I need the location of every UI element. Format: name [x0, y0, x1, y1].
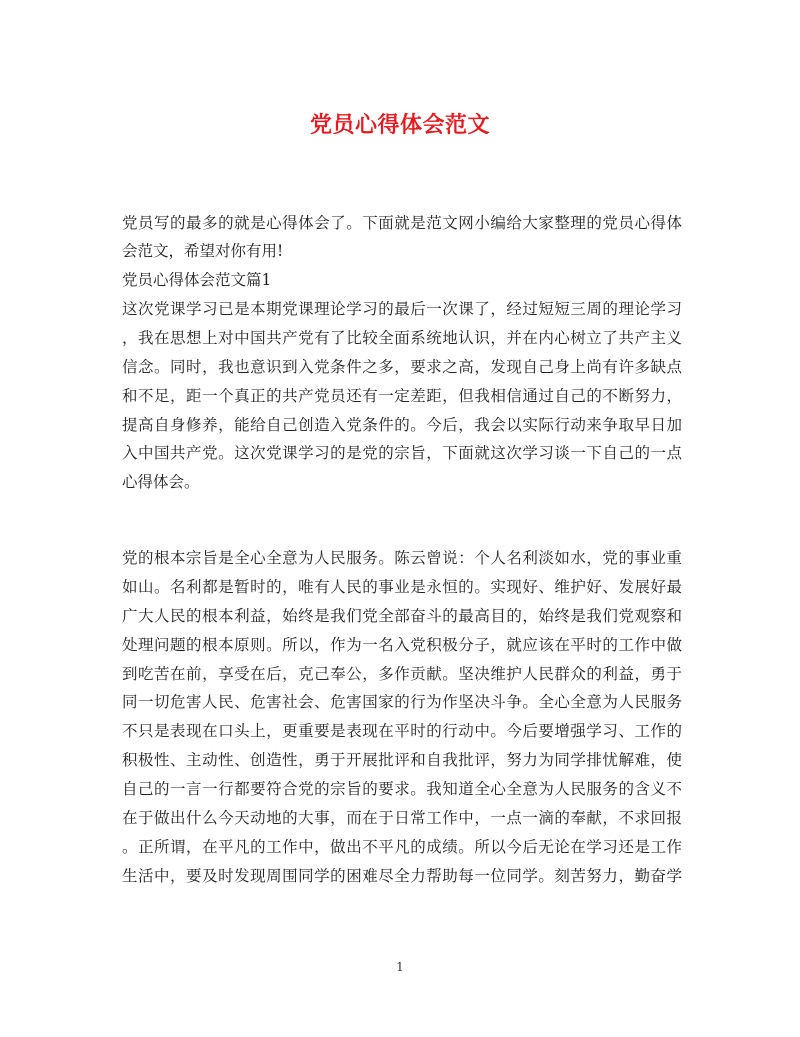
paragraph-line: 广大人民的根本利益，始终是我们党全部奋斗的最高目的，始终是我们党观察和: [122, 607, 682, 625]
paragraph-line: 提高自身修养，能给自己创造入党条件的。今后，我会以实际行动来争取早日加: [122, 416, 682, 434]
paragraph-line: 如山。名利都是暂时的，唯有人民的事业是永恒的。实现好、维护好、发展好最: [122, 578, 682, 596]
paragraph-line: 党的根本宗旨是全心全意为人民服务。陈云曾说：个人名利淡如水，党的事业重: [122, 549, 682, 567]
paragraph-line: 心得体会。: [122, 473, 200, 491]
paragraph-line: 这次党课学习已是本期党课理论学习的最后一次课了，经过短短三周的理论学习: [122, 300, 682, 318]
paragraph-line: 自己的一言一行都要符合党的宗旨的要求。我知道全心全意为人民服务的含义不: [122, 780, 682, 798]
document-title: 党员心得体会范文: [309, 112, 490, 138]
paragraph-line: 生活中，要及时发现周围同学的困难尽全力帮助每一位同学。刻苦努力，勤奋学: [122, 867, 682, 885]
paragraph-line: 入中国共产党。这次党课学习的是党的宗旨，下面就这次学习谈一下自己的一点: [122, 444, 682, 462]
paragraph-line: 处理问题的根本原则。所以，作为一名入党积极分子，就应该在平时的工作中做: [122, 636, 682, 654]
intro-line: 党员写的最多的就是心得体会了。下面就是范文网小编给大家整理的党员心得体: [122, 214, 682, 232]
paragraph-line: 不只是表现在口头上，更重要是表现在平时的行动中。今后要增强学习、工作的: [122, 722, 682, 740]
paragraph-line: 积极性、主动性、创造性，勇于开展批评和自我批评，努力为同学排忧解难，使: [122, 751, 682, 769]
paragraph-line: 到吃苦在前，享受在后，克己奉公，多作贡献。坚决维护人民群众的利益，勇于: [122, 665, 682, 683]
paragraph-line: 信念。同时，我也意识到入党条件之多，要求之高，发现自己身上尚有许多缺点: [122, 358, 682, 376]
paragraph-line: 和不足，距一个真正的共产党员还有一定差距，但我相信通过自己的不断努力，: [122, 387, 682, 405]
paragraph-line: ，我在思想上对中国共产党有了比较全面系统地认识，并在内心树立了共产主义: [122, 329, 682, 347]
paragraph-line: 同一切危害人民、危害社会、危害国家的行为作坚决斗争。全心全意为人民服务: [122, 693, 682, 711]
intro-line: 会范文，希望对你有用!: [122, 242, 284, 260]
paragraph-line: 。正所谓，在平凡的工作中，做出不平凡的成绩。所以今后无论在学习还是工作: [122, 838, 682, 856]
section-heading: 党员心得体会范文篇1: [122, 271, 272, 289]
page-number: 1: [396, 960, 404, 974]
paragraph-line: 在于做出什么今天动地的大事，而在于日常工作中，一点一滴的奉献，不求回报: [122, 809, 682, 827]
